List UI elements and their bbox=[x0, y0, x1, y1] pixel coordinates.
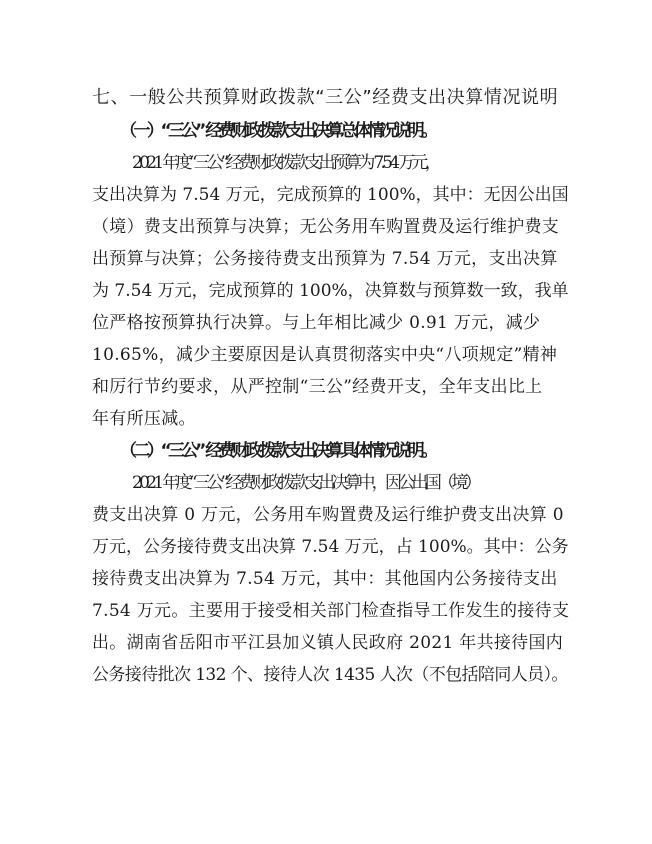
paragraph-line: 为 7.54 万元，完成预算的 100%，决算数与预算数一致，我单 bbox=[92, 281, 569, 301]
section-title: 七、一般公共预算财政拨款“三公”经费支出决算情况说明 bbox=[92, 87, 559, 108]
paragraph-line: 接待费支出决算为 7.54 万元，其中：其他国内公务接待支出 bbox=[92, 569, 558, 589]
part1-heading: （一）“三公” 经费财政拨款支出决算总体情况说明。 bbox=[120, 121, 435, 141]
paragraph-line: 支出决算为 7.54 万元，完成预算的 100%，其中：无因公出国 bbox=[92, 185, 569, 205]
paragraph-line: 位严格按预算执行决算。与上年相比减少 0.91 万元，减少 bbox=[92, 313, 541, 333]
paragraph-line: 7.54 万元。主要用于接受相关部门检查指导工作发生的接待支 bbox=[92, 601, 570, 621]
paragraph-line: 和厉行节约要求，从严控制“三公”经费开支，全年支出比上 bbox=[92, 377, 543, 397]
paragraph-line: 万元，公务接待费支出决算 7.54 万元，占 100%。其中：公务 bbox=[92, 537, 569, 557]
paragraph-line: 10.65%，减少主要原因是认真贯彻落实中央“八项规定”精神 bbox=[92, 345, 558, 365]
paragraph-line: 2021 年度“三公”经费财政拨款支出决算中，因公出国（境） bbox=[132, 473, 479, 493]
paragraph-line: 公务接待批次 132 个、接待人次 1435 人次（不包括陪同人员）。 bbox=[92, 665, 568, 685]
paragraph-line: 出。湖南省岳阳市平江县加义镇人民政府 2021 年共接待国内 bbox=[92, 633, 564, 653]
part2-heading: （二）“三公” 经费财政拨款支出决算具体情况说明。 bbox=[120, 441, 435, 461]
paragraph-line: 2021 年度“三公”经费财政拨款支出预算为 7.54 万元， bbox=[132, 153, 439, 173]
paragraph-line: 年有所压减。 bbox=[92, 409, 196, 429]
paragraph-line: （境）费支出预算与决算；无公务用车购置费及运行维护费支 bbox=[92, 217, 560, 237]
paragraph-line: 出预算与决算；公务接待费支出预算为 7.54 万元，支出决算 bbox=[92, 249, 558, 269]
paragraph-line: 费支出决算 0 万元，公务用车购置费及运行维护费支出决算 0 bbox=[92, 505, 564, 525]
